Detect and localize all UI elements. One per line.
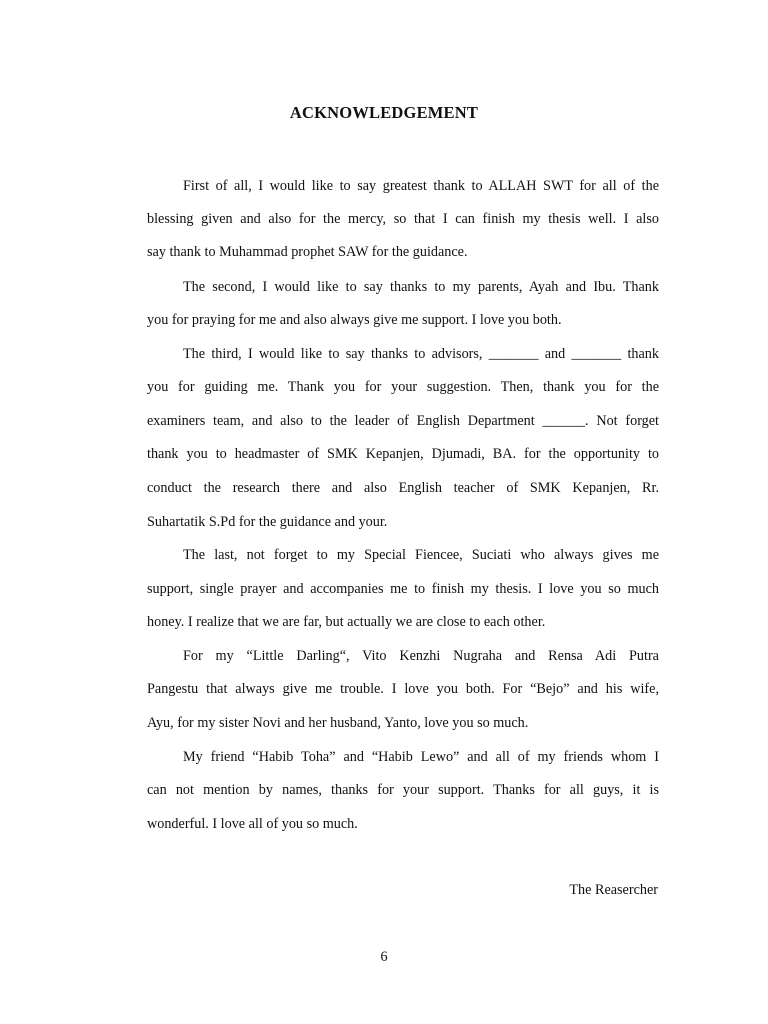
paragraph-line: Suhartatik S.Pd for the guidance and your. bbox=[147, 514, 388, 530]
paragraph-line: First of all, I would like to say greatest thank to ALLAH SWT for all of the bbox=[183, 178, 659, 194]
signature: The Reasercher bbox=[569, 882, 658, 898]
paragraph-line: examiners team, and also to the leader of English Department ______. Not forget bbox=[147, 413, 659, 429]
paragraph-line: support, single prayer and accompanies me to finish my thesis. I love you so much bbox=[147, 581, 659, 597]
paragraph-line: honey. I realize that we are far, but actually we are close to each other. bbox=[147, 614, 546, 630]
page-number: 6 bbox=[380, 949, 388, 965]
page-title: ACKNOWLEDGEMENT bbox=[289, 103, 479, 122]
paragraph-line: The last, not forget to my Special Fiencee, Suciati who always gives me bbox=[183, 547, 659, 563]
paragraph-line: The second, I would like to say thanks to my parents, Ayah and Ibu. Thank bbox=[183, 279, 659, 295]
paragraph-line: Ayu, for my sister Novi and her husband, Yanto, love you so much. bbox=[147, 715, 529, 731]
paragraph-line: For my “Little Darling“, Vito Kenzhi Nugraha and Rensa Adi Putra bbox=[183, 648, 659, 664]
paragraph-line: you for guiding me. Thank you for your suggestion. Then, thank you for the bbox=[147, 379, 659, 395]
paragraph-line: The third, I would like to say thanks to advisors, _______ and _______ thank bbox=[183, 346, 659, 362]
paragraph-line: Pangestu that always give me trouble. I love you both. For “Bejo” and his wife, bbox=[147, 681, 659, 697]
paragraph-line: My friend “Habib Toha” and “Habib Lewo” and all of my friends whom I bbox=[183, 749, 659, 765]
paragraph-line: blessing given and also for the mercy, so that I can finish my thesis well. I also bbox=[147, 211, 659, 227]
paragraph-line: conduct the research there and also English teacher of SMK Kepanjen, Rr. bbox=[147, 480, 659, 496]
paragraph-line: say thank to Muhammad prophet SAW for the guidance. bbox=[147, 244, 468, 260]
paragraph-line: you for praying for me and also always give me support. I love you both. bbox=[147, 312, 562, 328]
paragraph-line: can not mention by names, thanks for your support. Thanks for all guys, it is bbox=[147, 782, 659, 798]
paragraph-line: wonderful. I love all of you so much. bbox=[147, 816, 358, 832]
paragraph-line: thank you to headmaster of SMK Kepanjen, Djumadi, BA. for the opportunity to bbox=[147, 446, 659, 462]
